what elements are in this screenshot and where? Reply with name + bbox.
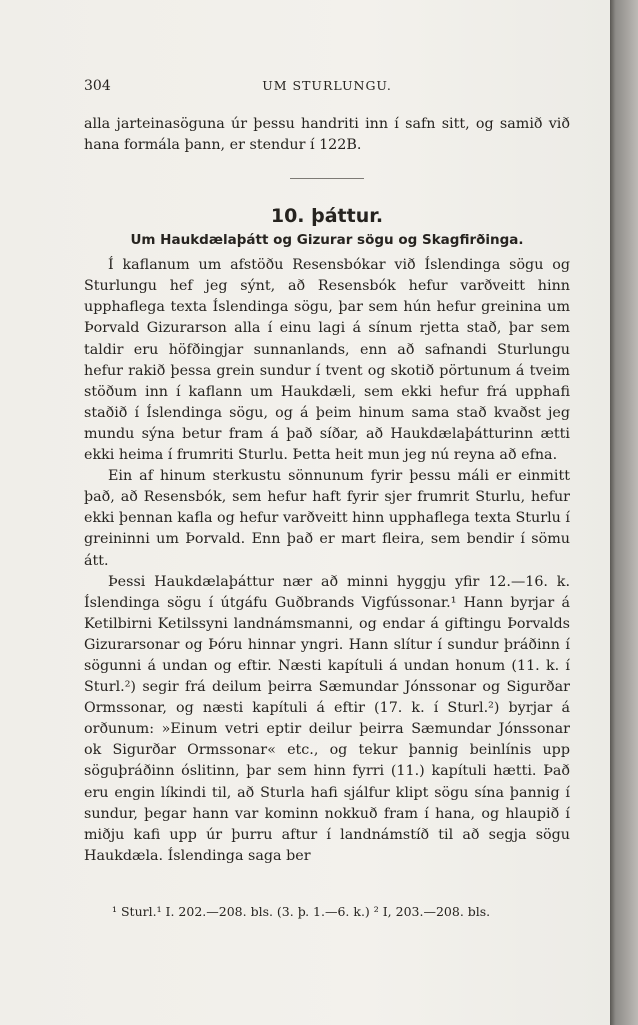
body-paragraph-2: Ein af hinum sterkustu sönnunum fyrir þessu máli er einmitt það, að Resensbók, sem hefur haft fyrir sjer frumrit Sturlu, hefur ekki þennan kafla og hefur varðveitt hinn upphaflega texta Sturlu í greininni um Þorvald. Enn það er mart fleira, sem bendir í sömu átt.: [84, 468, 570, 569]
chapter-subtitle: Um Haukdælaþátt og Gizurar sögu og Skagfirðinga.: [130, 232, 524, 249]
body-paragraph-1: Í kaflanum um afstöðu Resensbókar við Íslendinga sögu og Sturlungu hef jeg sýnt, að Resensbók hefur varðveitt hinn upphaflega texta Íslendinga sögu, þar sem hún hefur greinina um Þorvald Gizurarson alla í einu lagi á sínum rjetta stað, þar sem taldir eru höfðingjar sunnanlands, enn að safnandi Sturlungu hefur rakið þessa grein sundur í tvent og skotið pörtunum á tveim stöðum inn í kaflann um Haukdæli, sem ekki hefur frá upphafi staðið í Íslendinga sögu, og á þeim hinum sama stað kvaðst jeg mundu sýna betur fram á það síðar, að Haukdælaþátturinn ætti ekki heima í frumriti Sturlu. Þetta heit mun jeg nú reyna að efna.: [84, 257, 570, 464]
page-edge: [610, 0, 638, 1025]
running-title: UM STURLUNGU.: [262, 78, 392, 93]
body-paragraph-3: Þessi Haukdælaþáttur nær að minni hyggju yfir 12.—16. k. Íslendinga sögu í útgáfu Guðbrands Vigfússonar.¹ Hann byrjar á Ketilbirni Ketilssyni landnámsmanni, og endar á giftingu Þorvalds Gizurarsonar og Þóru hinnar yngri. Hann slítur í sundur þráðinn í sögunni á undan og eftir. Næsti kapítuli á undan honum (11. k. í Sturl.²) segir frá deilum þeirra Sæmundar Jónssonar og Sigurðar Ormssonar, og næsti kapítuli á eftir (17. k. í Sturl.²) byrjar á orðunum: »Einum vetri eptir deilur þeirra Sæmundar Jónssonar ok Sigurðar Ormssonar« etc., og tekur þannig beinlínis upp söguþráðinn óslitinn, þar sem hinn fyrri (11.) kapítuli hætti. Það eru engin líkindi til, að Sturla hafi sjálfur klipt sögu sína þannig í sundur, þegar hann var kominn nokkuð fram í hana, og hlaupið í miðju kafi upp úr þurru aftur í landnámstíð til að segja sögu Haukdæla. Íslendinga saga ber: [84, 573, 570, 864]
chapter-title: 10. þáttur.: [270, 205, 384, 228]
footnote: ¹ Sturl.¹ I. 202.—208. bls. (3. þ. 1.—6. k.) ² I, 203.—208. bls.: [112, 904, 491, 919]
section-divider: [290, 178, 364, 179]
page-body: [84, 114, 570, 867]
intro-paragraph: alla jarteinasöguna úr þessu handriti inn í safn sitt, og samið við hana formála þann, er stendur í 122B.: [84, 116, 570, 154]
page-number: 304: [84, 78, 111, 94]
page-header: [84, 78, 570, 100]
